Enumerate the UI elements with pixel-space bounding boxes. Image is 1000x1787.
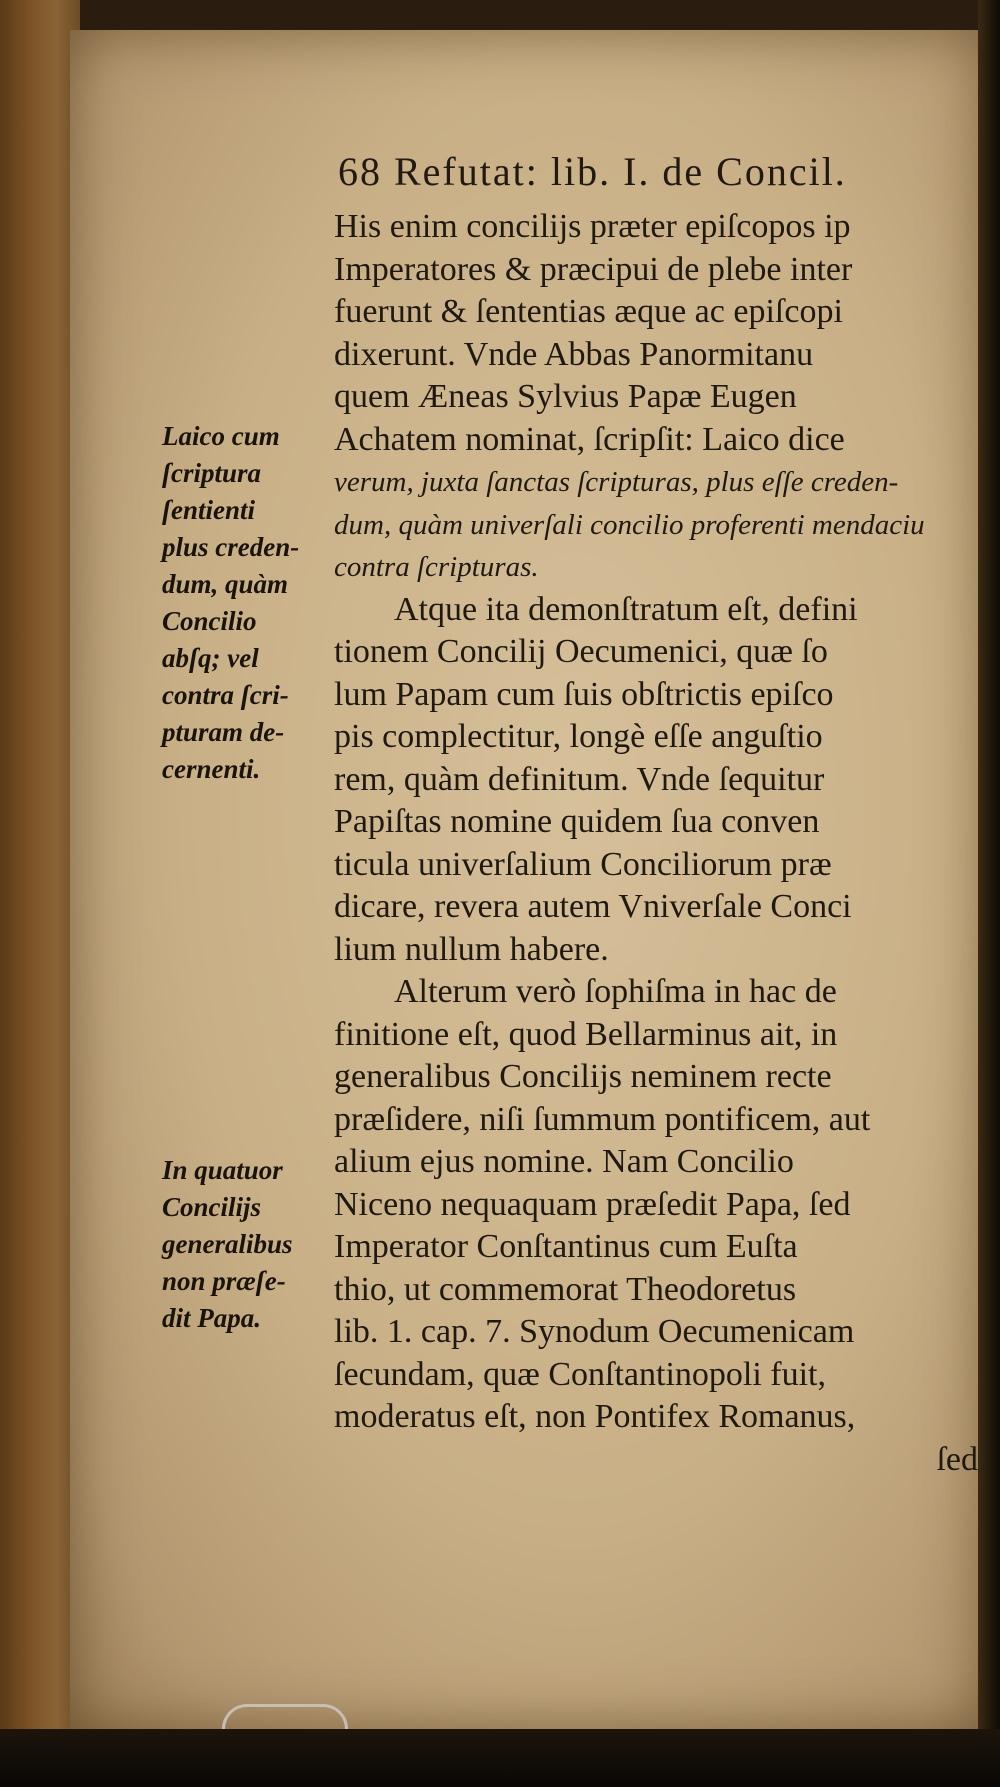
- margin-note-line: Laico cum: [162, 421, 280, 451]
- text-line: Papiſtas nomine quidem ſua conven: [334, 803, 820, 840]
- page-edge: [978, 0, 1000, 1787]
- text-line: Alterum verò ſophiſma in hac de: [394, 973, 837, 1010]
- margin-note-line: ſentienti: [162, 495, 255, 525]
- text-line: Imperator Conſtantinus cum Euſta: [334, 1228, 798, 1265]
- book-bottom-edge: [0, 1729, 1000, 1787]
- margin-note-line: Concilijs: [162, 1192, 262, 1222]
- text-line: fuerunt & ſententias æque ac epiſcopi: [334, 293, 843, 330]
- text-line: moderatus eſt, non Pontifex Romanus,: [334, 1398, 856, 1435]
- margin-note-laico: [162, 418, 299, 788]
- text-line: finitione eſt, quod Bellarminus ait, in: [334, 1015, 838, 1053]
- text-line: præſidere, niſi ſummum pontificem, aut: [334, 1100, 871, 1138]
- main-text: [334, 206, 978, 1481]
- text-line: dum, quàm univerſali concilio proferenti mendaciu: [334, 508, 925, 541]
- running-header: 68 Refutat: lib. I. de Concil.: [338, 149, 847, 194]
- text-line: verum, juxta ſanctas ſcripturas, plus eſſe creden-: [334, 466, 899, 498]
- ink-stain: [222, 1704, 348, 1729]
- text-line: rem, quàm definitum. Vnde ſequitur: [334, 760, 825, 798]
- margin-note-line: cernenti.: [162, 754, 261, 784]
- text-line: ticula univerſalium Conciliorum præ: [334, 845, 832, 883]
- text-line: dixerunt. Vnde Abbas Panormitanu: [334, 335, 814, 373]
- margin-note-line: In quatuor: [162, 1155, 283, 1185]
- text-line: tionem Concilij Oecumenici, quæ ſo: [334, 633, 828, 670]
- margin-note-line: abſq; vel: [162, 643, 259, 673]
- margin-note-line: generalibus: [162, 1229, 293, 1259]
- margin-note-line: contra ſcri-: [162, 680, 289, 710]
- text-line: generalibus Concilijs neminem recte: [334, 1058, 832, 1095]
- text-line: pis complectitur, longè eſſe anguſtio: [334, 718, 823, 755]
- margin-note-line: dum, quàm: [162, 569, 289, 599]
- margin-note-line: ſcriptura: [162, 458, 262, 488]
- text-line: alium ejus nomine. Nam Concilio: [334, 1143, 794, 1180]
- margin-note-line: Concilio: [162, 606, 257, 636]
- margin-note-line: non præſe-: [162, 1266, 286, 1296]
- text-line: ſecundam, quæ Conſtantinopoli fuit,: [334, 1355, 827, 1393]
- margin-note-line: pturam de-: [162, 717, 285, 747]
- margin-note-concilijs: [162, 1152, 293, 1337]
- text-line: lum Papam cum ſuis obſtrictis epiſco: [334, 675, 834, 713]
- text-line: contra ſcripturas.: [334, 551, 539, 583]
- text-line: lium nullum habere.: [334, 930, 609, 968]
- text-line: dicare, revera autem Vniverſale Conci: [334, 888, 852, 925]
- text-line: lib. 1. cap. 7. Synodum Oecumenicam: [334, 1313, 855, 1350]
- text-line: thio, ut commemorat Theodoretus: [334, 1270, 797, 1308]
- margin-note-line: dit Papa.: [162, 1303, 261, 1333]
- text-line: Achatem nominat, ſcripſit: Laico dice: [334, 420, 845, 458]
- text-line: quem Æneas Sylvius Papæ Eugen: [334, 378, 797, 415]
- text-line: Imperatores & præcipui de plebe inter: [334, 250, 853, 288]
- text-line: His enim concilijs præter epiſcopos ip: [334, 208, 851, 245]
- book-spine: [0, 0, 80, 1787]
- text-line: Atque ita demonſtratum eſt, defini: [394, 590, 858, 628]
- text-line: Niceno nequaquam præſedit Papa, ſed: [334, 1185, 851, 1223]
- margin-note-line: plus creden-: [162, 532, 300, 562]
- text-line: ſed: [936, 1440, 978, 1478]
